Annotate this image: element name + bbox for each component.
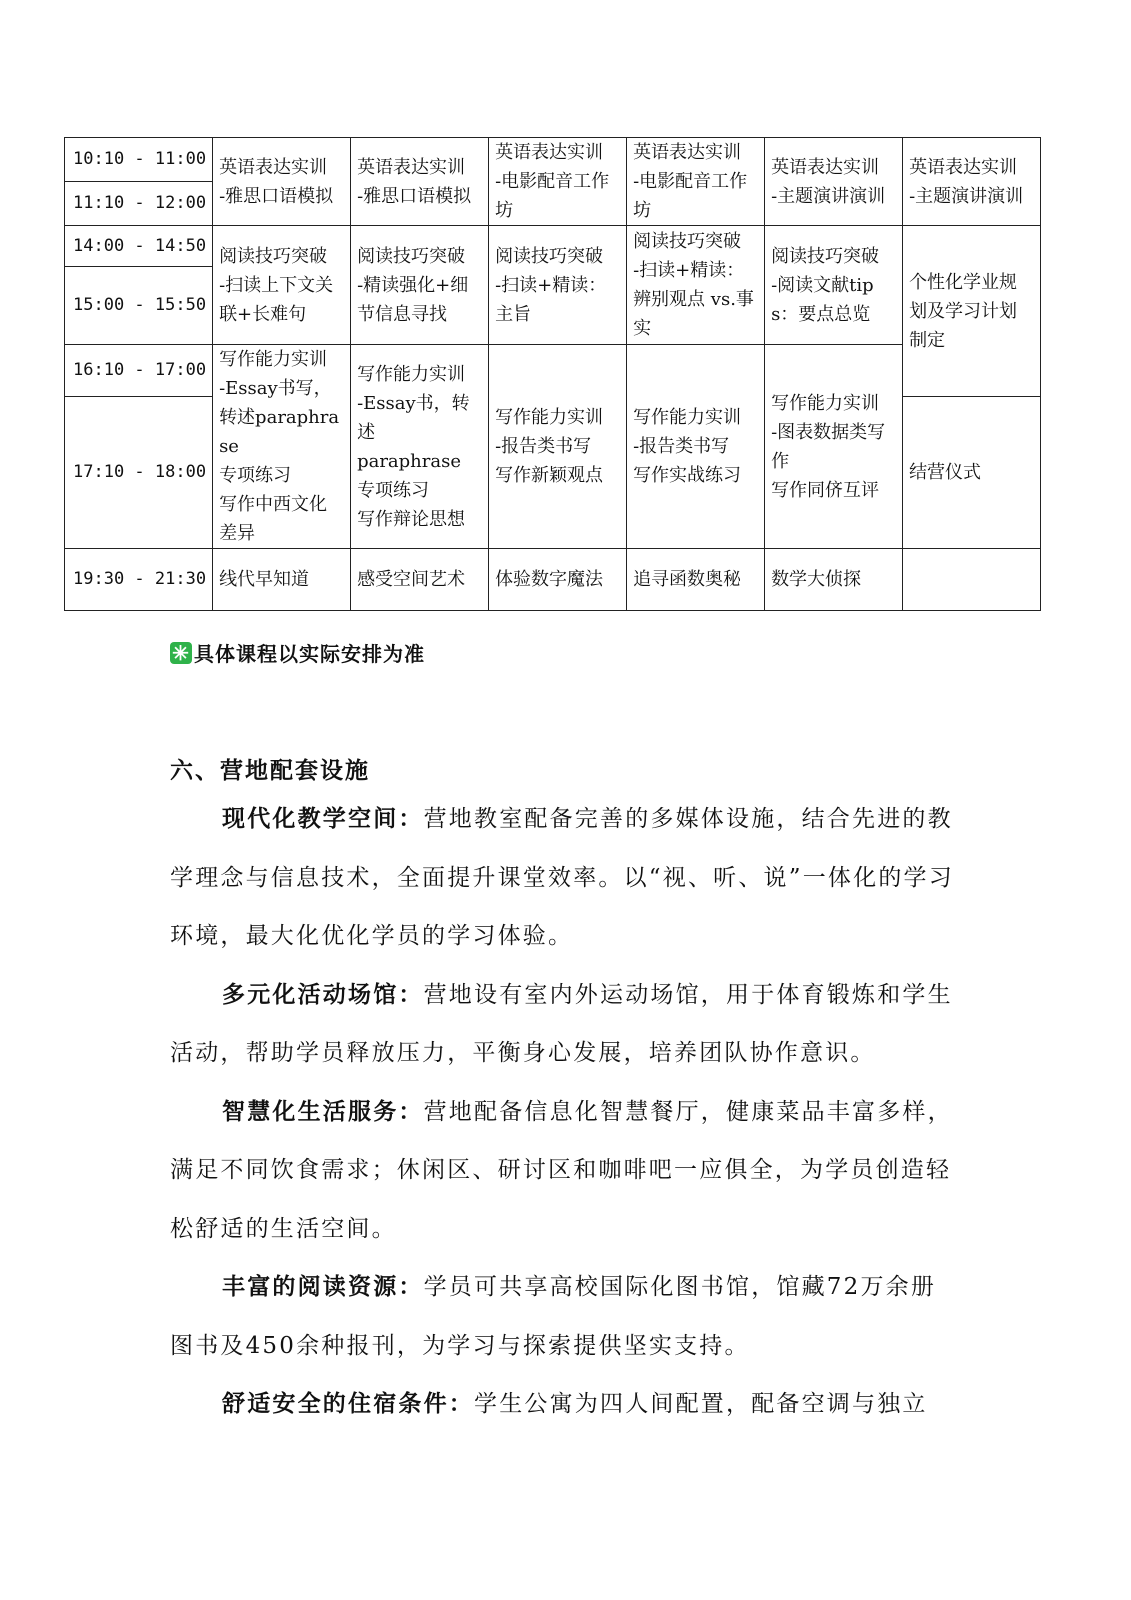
course-cell: 写作能力实训 -Essay书，转述 paraphrase 专项练习 写作辩论思想 [351,345,489,549]
course-cell: 阅读技巧突破 -扫读上下文关联+长难句 [213,226,351,345]
course-cell: 写作能力实训 -报告类书写 写作新颖观点 [489,345,627,549]
facilities-body [170,790,960,1434]
course-cell: 写作能力实训 -图表数据类写作 写作同侪互评 [765,345,903,549]
course-cell: 阅读技巧突破 -扫读+精读：辨别观点 vs.事实 [627,226,765,345]
paragraph [170,1258,960,1375]
table-row [65,345,1041,397]
section-title: 六、营地配套设施 [170,757,370,784]
sparkle-icon: ✳ [170,642,192,664]
course-cell: 写作能力实训 -Essay书写，转述paraphrase 专项练习 写作中西文化差异 [213,345,351,549]
paragraph [170,790,960,966]
paragraph-text: 营地设有室内外运动场馆，用于体育锻炼和学生活动，帮助学员释放压力，平衡身心发展，培养团队协作意识。 [170,981,953,1066]
course-cell: 阅读技巧突破 -扫读+精读：主旨 [489,226,627,345]
course-cell: 个性化学业规划及学习计划制定 [903,226,1041,397]
course-cell: 追寻函数奥秘 [627,549,765,611]
course-cell: 写作能力实训 -报告类书写 写作实战练习 [627,345,765,549]
table-row [65,549,1041,611]
course-cell: 结营仪式 [903,397,1041,549]
course-cell: 体验数字魔法 [489,549,627,611]
course-cell: 英语表达实训 -主题演讲演训 [765,138,903,226]
course-cell: 线代早知道 [213,549,351,611]
paragraph-text: 学生公寓为四人间配置，配备空调与独立 [474,1391,928,1417]
course-cell: 英语表达实训 -电影配音工作坊 [489,138,627,226]
paragraph-label: 舒适安全的住宿条件： [222,1390,474,1417]
paragraph [170,1375,960,1434]
time-slot: 17:10 - 18:00 [65,397,213,549]
course-cell: 数学大侦探 [765,549,903,611]
course-cell: 英语表达实训 -主题演讲演训 [903,138,1041,226]
paragraph-label: 智慧化生活服务： [222,1097,424,1125]
table-row [65,226,1041,267]
paragraph-label: 丰富的阅读资源： [222,1273,424,1300]
course-cell: 阅读技巧突破 -精读强化+细节信息寻找 [351,226,489,345]
schedule-note [170,638,425,667]
paragraph-label: 现代化教学空间： [222,805,424,832]
paragraph-label: 多元化活动场馆： [222,980,424,1008]
time-slot: 15:00 - 15:50 [65,267,213,345]
paragraph-text: 学员可共享高校国际化图书馆，馆藏72万余册图书及450余种报刊，为学习与探索提供坚实支持。 [170,1274,937,1359]
course-cell: 阅读技巧突破 -阅读文献tips：要点总览 [765,226,903,345]
schedule-table [64,137,1041,611]
time-slot: 11:10 - 12:00 [65,182,213,226]
paragraph [170,966,960,1083]
course-cell: 英语表达实训 -电影配音工作坊 [627,138,765,226]
time-slot: 19:30 - 21:30 [65,549,213,611]
time-slot: 16:10 - 17:00 [65,345,213,397]
time-slot: 10:10 - 11:00 [65,138,213,182]
paragraph-text: 营地配备信息化智慧餐厅，健康菜品丰富多样，满足不同饮食需求；休闲区、研讨区和咖啡吧一应俱全，为学员创造轻松舒适的生活空间。 [170,1098,953,1242]
table-row [65,138,1041,182]
time-slot: 14:00 - 14:50 [65,226,213,267]
paragraph [170,1083,960,1259]
course-cell: 感受空间艺术 [351,549,489,611]
note-text: 具体课程以实际安排为准 [194,642,425,666]
paragraph-text: 营地教室配备完善的多媒体设施，结合先进的教学理念与信息技术，全面提升课堂效率。以“视、听、说”一体化的学习环境，最大化优化学员的学习体验。 [170,806,954,949]
course-cell: 英语表达实训 -雅思口语模拟 [351,138,489,226]
course-cell: 英语表达实训 -雅思口语模拟 [213,138,351,226]
course-cell [903,549,1041,611]
